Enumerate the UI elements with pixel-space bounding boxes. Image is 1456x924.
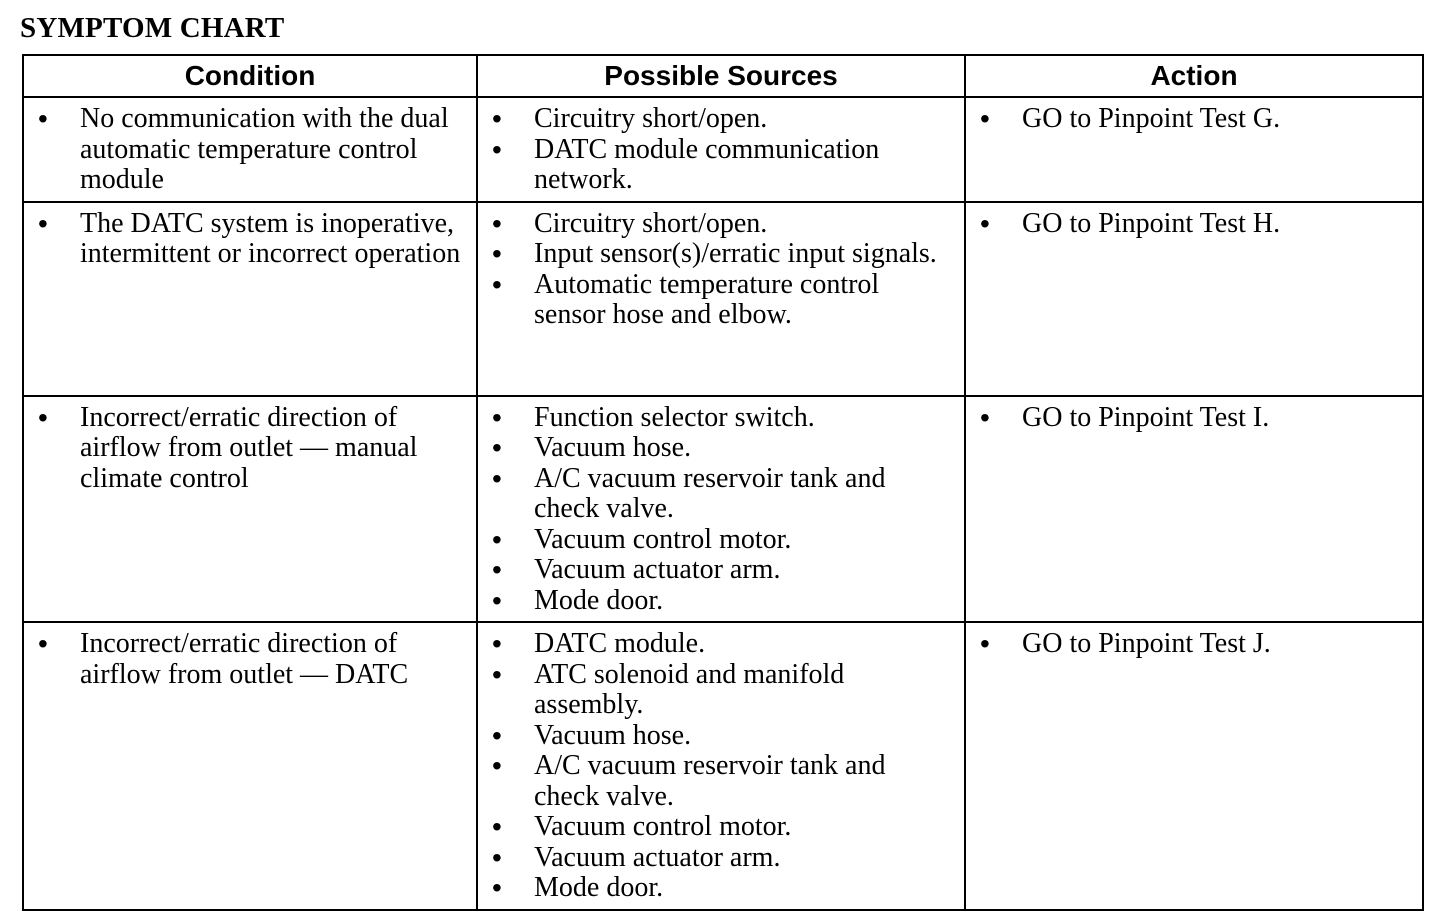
list-item-text: Mode door. [534,872,664,903]
action-cell [965,622,1423,910]
condition-cell [23,396,477,623]
list-item [966,629,1414,660]
bullet-icon: • [492,103,502,134]
list-item [478,464,956,525]
action-cell [965,202,1423,396]
bullet-icon: • [38,207,48,239]
bullet-icon: • [492,750,502,781]
list-item [478,525,956,556]
bullet-icon: • [492,523,502,555]
list-item [478,660,956,721]
possible-sources-cell [477,622,965,910]
list-item-text: GO to Pinpoint Test G. [1022,103,1281,134]
bullet-icon: • [492,432,502,463]
list-item-text: Function selector switch. [534,401,815,433]
bullet-icon: • [492,811,502,842]
header-possible-sources: Possible Sources [477,55,965,97]
bullet-icon: • [492,841,502,873]
possible-sources-cell-list [478,623,964,909]
list-item-text: ATC solenoid and manifold assembly. [534,658,845,720]
condition-cell-list [24,203,476,275]
list-item-text: Vacuum actuator arm. [534,841,781,873]
possible-sources-cell [477,97,965,202]
list-item-text: Vacuum control motor. [534,811,792,842]
bullet-icon: • [492,658,502,690]
table-row [23,396,1423,623]
bullet-icon: • [492,238,502,269]
list-item-text: A/C vacuum reservoir tank and check valve. [534,462,886,524]
list-item [478,433,956,464]
list-item [24,403,468,495]
list-item-text: Vacuum hose. [534,432,692,463]
list-item [478,270,956,331]
list-item-text: Circuitry short/open. [534,207,768,239]
possible-sources-cell [477,202,965,396]
list-item [24,629,468,690]
bullet-icon: • [980,207,990,239]
bullet-icon: • [492,462,502,494]
list-item [478,843,956,874]
table-body [23,97,1423,910]
list-item-text: Vacuum control motor. [534,523,792,555]
bullet-icon: • [492,872,502,903]
list-item [478,403,956,434]
list-item-text: Vacuum actuator arm. [534,554,781,585]
list-item [478,812,956,843]
list-item-text: Incorrect/erratic direction of airflow from outlet — DATC [80,628,409,690]
list-item [478,629,956,660]
list-item-text: DATC module. [534,628,706,659]
bullet-icon: • [492,268,502,300]
bullet-icon: • [980,103,990,134]
bullet-icon: • [492,207,502,239]
condition-cell-list [24,397,476,500]
bullet-icon: • [492,133,502,165]
list-item [24,104,468,196]
list-item [478,104,956,135]
bullet-icon: • [980,401,990,433]
bullet-icon: • [492,628,502,659]
list-item-text: GO to Pinpoint Test I. [1022,401,1270,433]
list-item-text: Input sensor(s)/erratic input signals. [534,238,937,269]
action-cell [965,97,1423,202]
list-item [478,209,956,240]
bullet-icon: • [492,401,502,433]
list-item-text: DATC module communication network. [534,133,880,195]
condition-cell-list [24,623,476,695]
list-item-text: GO to Pinpoint Test J. [1022,628,1271,659]
table-row [23,202,1423,396]
bullet-icon: • [492,719,502,751]
list-item [478,751,956,812]
condition-cell [23,202,477,396]
list-item [478,135,956,196]
list-item [478,586,956,617]
list-item-text: Automatic temperature control sensor hose and elbow. [534,268,880,330]
condition-cell [23,622,477,910]
page-title: SYMPTOM CHART [20,12,285,44]
symptom-table [22,54,1424,911]
list-item-text: Incorrect/erratic direction of airflow from outlet — manual climate control [80,401,418,494]
action-cell-list [966,98,1422,140]
possible-sources-cell-list [478,203,964,336]
condition-cell [23,97,477,202]
bullet-icon: • [492,554,502,585]
header-action: Action [965,55,1423,97]
list-item-text: Vacuum hose. [534,719,692,751]
bullet-icon: • [492,584,502,616]
list-item-text: A/C vacuum reservoir tank and check valve. [534,750,886,812]
action-cell-list [966,397,1422,439]
list-item-text: The DATC system is inoperative, intermittent or incorrect operation [80,207,461,269]
list-item [478,555,956,586]
action-cell-list [966,623,1422,665]
bullet-icon: • [38,103,48,134]
possible-sources-cell-list [478,397,964,622]
header-condition: Condition [23,55,477,97]
header-row [23,55,1423,97]
action-cell [965,396,1423,623]
table-row [23,622,1423,910]
list-item-text: GO to Pinpoint Test H. [1022,207,1281,239]
condition-cell-list [24,98,476,201]
list-item [966,403,1414,434]
list-item-text: Mode door. [534,584,664,616]
possible-sources-cell-list [478,98,964,201]
list-item [24,209,468,270]
bullet-icon: • [38,628,48,659]
list-item [478,239,956,270]
table-row [23,97,1423,202]
list-item [966,104,1414,135]
bullet-icon: • [38,401,48,433]
list-item-text: No communication with the dual automatic temperature control module [80,103,449,195]
action-cell-list [966,203,1422,245]
list-item [478,721,956,752]
list-item [966,209,1414,240]
list-item [478,873,956,904]
bullet-icon: • [980,628,990,659]
possible-sources-cell [477,396,965,623]
list-item-text: Circuitry short/open. [534,103,768,134]
